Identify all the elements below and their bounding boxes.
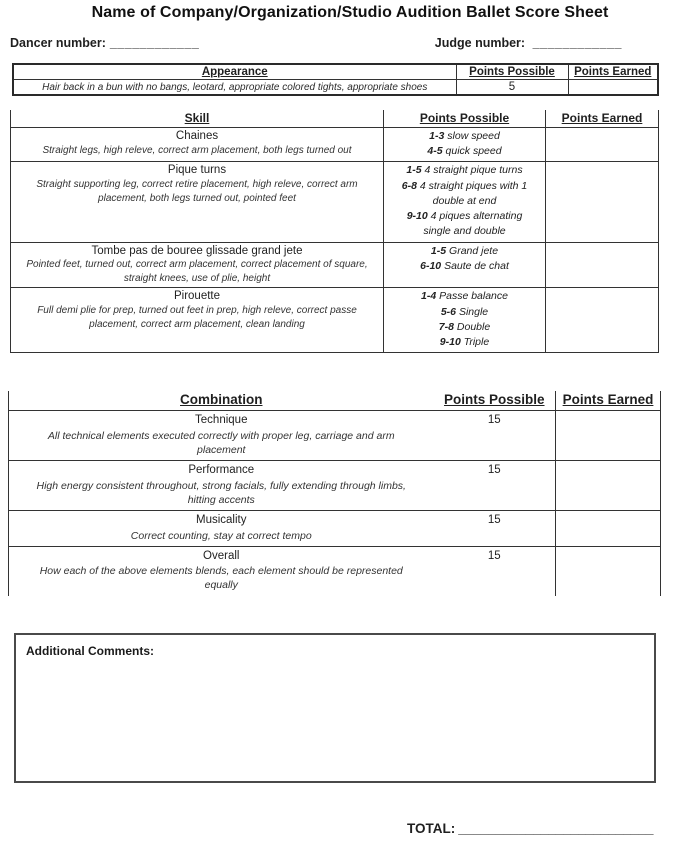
combination-table	[8, 391, 661, 595]
appearance-points-possible-header: Points Possible	[456, 64, 568, 80]
skill-name-cell	[11, 288, 384, 353]
point-range-line: 1-5 4 straight pique turns	[406, 164, 523, 177]
combination-points-earned-cell[interactable]	[556, 511, 661, 547]
point-range-line: 6-8 4 straight piques with 1 double at end	[401, 179, 528, 207]
combination-points-earned-cell[interactable]	[556, 546, 661, 595]
combination-points-possible: 15	[487, 549, 501, 562]
point-range-line: 1-3 slow speed	[429, 130, 500, 142]
point-range-line: 5-6 Single	[440, 305, 489, 318]
skill-name: Chaines	[175, 130, 219, 142]
combination-row-technique	[9, 411, 661, 461]
combination-name: Performance	[188, 464, 255, 477]
combination-header: Combination	[9, 391, 434, 411]
point-range-line: 1-4 Passe balance	[421, 290, 508, 303]
combination-description: High energy consistent throughout, strong facials, fully extending through limbs, hitting accents	[36, 479, 406, 506]
combination-name-cell	[9, 461, 434, 511]
combination-row-overall	[9, 546, 661, 595]
skill-points-earned-cell[interactable]	[546, 288, 659, 353]
point-range-line: 7-8 Double	[438, 320, 491, 333]
combination-name: Overall	[203, 549, 240, 562]
skill-name: Tombe pas de bouree glissade grand jete	[91, 244, 303, 257]
skill-name: Pirouette	[173, 290, 221, 303]
additional-comments-box[interactable]	[14, 633, 656, 783]
point-range-line: 1-5 Grand jete	[430, 244, 499, 257]
skill-points-earned-cell[interactable]	[546, 242, 659, 288]
skill-name-cell	[11, 128, 384, 162]
judge-number-field[interactable]: ____________	[532, 36, 622, 50]
skill-description: Straight supporting leg, correct retire placement, high releve, correct arm placement, both legs turned out, pointed feet	[36, 179, 358, 204]
combination-description: Correct counting, stay at correct tempo	[130, 529, 312, 542]
page-title: Name of Company/Organization/Studio Audition Ballet Score Sheet	[91, 4, 609, 21]
combination-description: All technical elements executed correctly with proper leg, carriage and arm placement	[47, 429, 395, 457]
combination-name-cell	[9, 511, 434, 547]
combination-points-possible-header: Points Possible	[434, 391, 556, 411]
combination-row-musicality	[9, 511, 661, 547]
skill-table	[10, 110, 659, 353]
combination-name-cell	[9, 411, 434, 461]
skill-row-chaines	[11, 128, 659, 162]
appearance-header: Appearance	[13, 64, 456, 80]
combination-description: How each of the above elements blends, each element should be represented equally	[39, 565, 403, 592]
total-field[interactable]: __________________________	[458, 820, 654, 836]
skill-points-possible-header: Points Possible	[384, 110, 546, 128]
number-fields-row	[0, 36, 700, 50]
dancer-number-field[interactable]: ____________	[109, 36, 200, 50]
appearance-header-row	[13, 64, 658, 80]
skill-row-tombe	[11, 242, 659, 288]
skill-row-pirouette	[11, 288, 659, 353]
skill-points-possible-cell	[384, 162, 546, 242]
skill-points-earned-header: Points Earned	[546, 110, 659, 128]
appearance-table	[12, 63, 659, 96]
skill-description: Full demi plie for prep, turned out feet in prep, high releve, correct passe placement, correct arm placement, clean landing	[37, 305, 357, 330]
point-range-line: 9-10 Triple	[439, 336, 490, 349]
total-row	[407, 821, 700, 836]
skill-header-row	[11, 110, 659, 128]
combination-points-possible: 15	[434, 461, 556, 511]
appearance-points-earned-cell[interactable]	[568, 80, 658, 96]
point-range-line: 9-10 4 piques alternating single and double	[406, 210, 523, 238]
skill-row-pique-turns	[11, 162, 659, 242]
skill-name: Pique turns	[167, 164, 227, 177]
combination-name: Technique	[195, 414, 248, 427]
skill-points-possible-cell	[384, 242, 546, 288]
skill-header: Skill	[11, 110, 384, 128]
skill-points-possible-cell	[384, 288, 546, 353]
appearance-row	[13, 80, 658, 96]
combination-name: Musicality	[196, 514, 247, 527]
total-label: TOTAL:	[407, 820, 456, 836]
judge-number-group	[435, 36, 622, 50]
combination-points-earned-cell[interactable]	[556, 461, 661, 511]
skill-points-earned-cell[interactable]	[546, 162, 659, 242]
combination-points-possible: 15	[434, 511, 556, 547]
skill-name-cell	[11, 242, 384, 288]
skill-name-cell	[11, 162, 384, 242]
skill-points-possible-cell	[384, 128, 546, 162]
skill-description: Straight legs, high releve, correct arm placement, both legs turned out	[42, 144, 352, 156]
combination-name-cell	[9, 546, 434, 595]
combination-points-earned-header: Points Earned	[556, 391, 661, 411]
combination-header-row	[9, 391, 661, 411]
additional-comments-label: Additional Comments:	[26, 643, 154, 658]
appearance-points-possible: 5	[456, 80, 568, 96]
combination-points-earned-cell[interactable]	[556, 411, 661, 461]
skill-points-earned-cell[interactable]	[546, 128, 659, 162]
skill-description: Pointed feet, turned out, correct arm placement, correct placement of square, straight knees, use of plie, height	[26, 259, 368, 284]
judge-number-label: Judge number:	[434, 36, 526, 50]
combination-points-possible: 15	[434, 411, 556, 461]
dancer-number-label: Dancer number:	[10, 36, 106, 50]
combination-row-performance	[9, 461, 661, 511]
point-range-line: 6-10 Saute de chat	[420, 259, 509, 272]
point-range-line: 4-5 quick speed	[427, 145, 502, 158]
appearance-points-earned-header: Points Earned	[568, 64, 658, 80]
appearance-description: Hair back in a bun with no bangs, leotard, appropriate colored tights, appropriate shoes	[13, 80, 456, 96]
